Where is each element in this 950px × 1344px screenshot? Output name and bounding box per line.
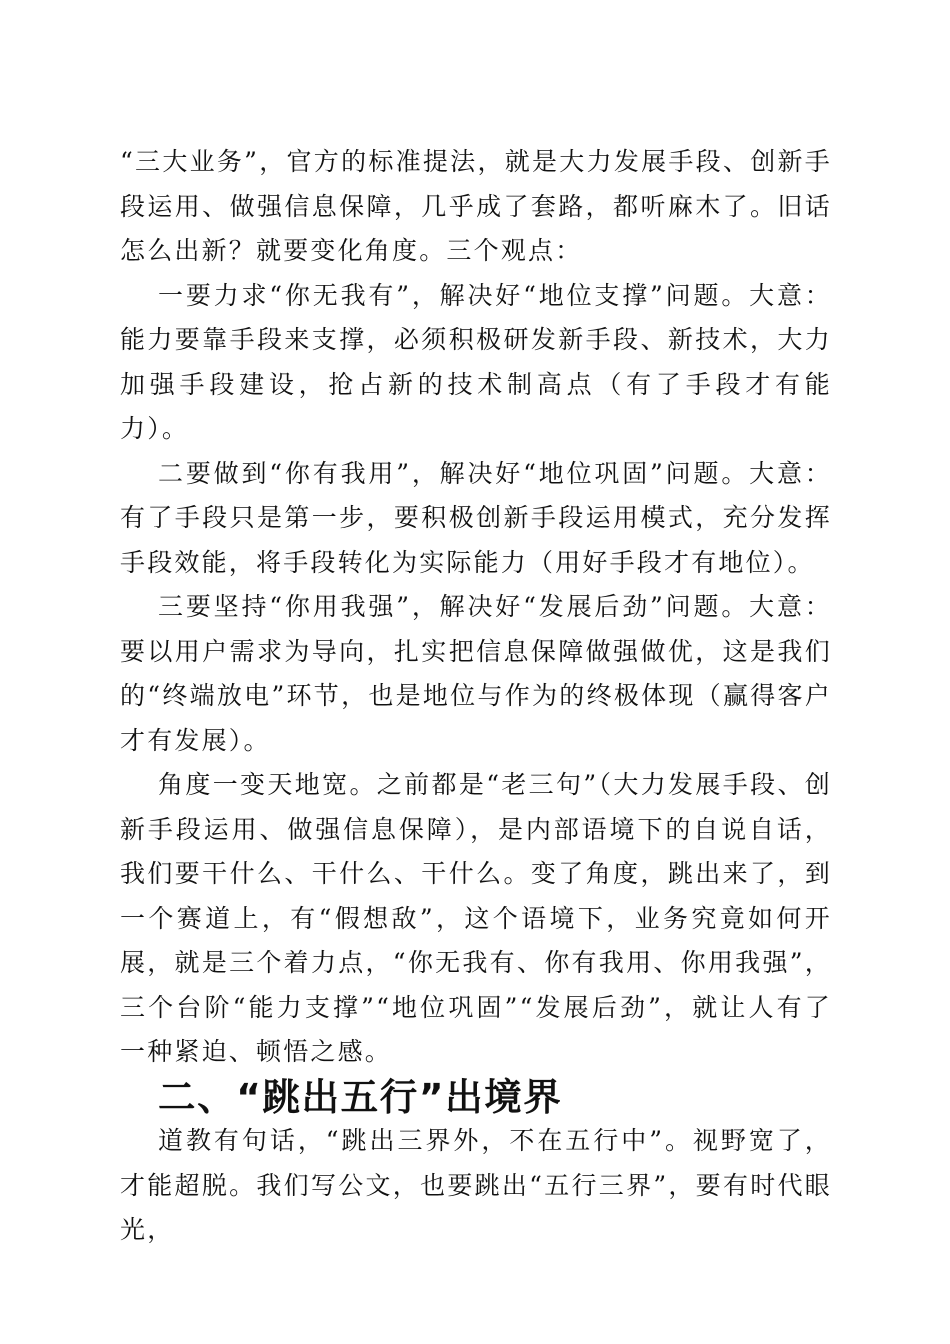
paragraph-summary: 角度一变天地宽。之前都是“老三句”（大力发展手段、创新手段运用、做强信息保障），是内部语境下的自说自话，我们要干什么、干什么、干什么。变了角度，跳出来了，到一个赛道上，有“假想敌”，这个语境下，业务究竟如何开展，就是三个着力点，“你无我有、你有我用、你用我强”，三个台阶“能力支撑”“地位巩固”“发展后劲”，就让人有了一种紧迫、顿悟之感。 (120, 770, 832, 1066)
section-heading: 二、“跳出五行”出境界 (158, 1074, 563, 1119)
paragraph-point-one: 一要力求“你无我有”，解决好“地位支撑”问题。大意：能力要靠手段来支撑，必须积极研发新手段、新技术，大力加强手段建设，抢占新的技术制高点（有了手段才有能力）。 (120, 280, 832, 443)
paragraph-point-two: 二要做到“你有我用”，解决好“地位巩固”问题。大意：有了手段只是第一步，要积极创新手段运用模式，充分发挥手段效能，将手段转化为实际能力（用好手段才有地位）。 (120, 458, 832, 577)
paragraph-intro: “三大业务”，官方的标准提法，就是大力发展手段、创新手段运用、做强信息保障，几乎成了套路，都听麻木了。旧话怎么出新？就要变化角度。三个观点： (120, 147, 832, 265)
paragraph-point-three: 三要坚持“你用我强”，解决好“发展后劲”问题。大意：要以用户需求为导向，扎实把信息保障做强做优，这是我们的“终端放电”环节，也是地位与作为的终极体现（赢得客户才有发展）。 (120, 592, 832, 755)
paragraph-closing: 道教有句话，“跳出三界外，不在五行中”。视野宽了，才能超脱。我们写公文，也要跳出“五行三界”，要有时代眼光， (120, 1126, 832, 1244)
document-page (120, 140, 832, 1253)
